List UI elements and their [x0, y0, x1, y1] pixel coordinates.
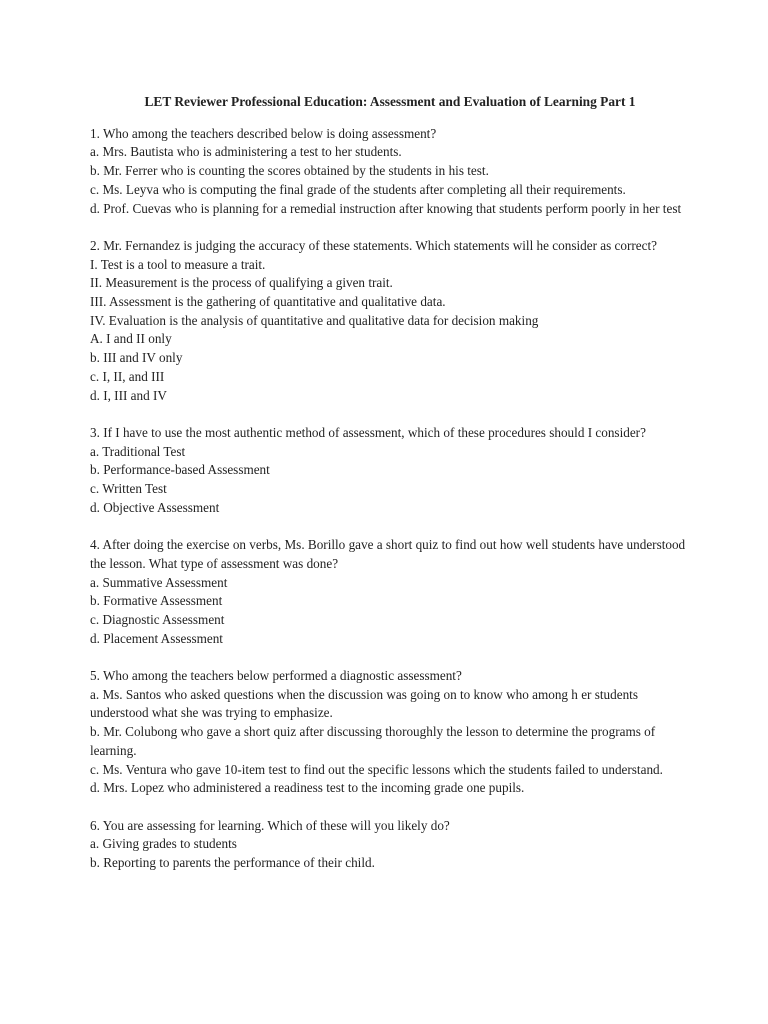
question-2-option-a: A. I and II only: [90, 331, 172, 347]
question-2-statement-2: II. Measurement is the process of qualifying a given trait.: [90, 275, 393, 291]
question-1-option-b: b. Mr. Ferrer who is counting the scores obtained by the students in his test.: [90, 163, 489, 179]
question-4-option-d: d. Placement Assessment: [90, 630, 223, 646]
question-2-statement-4: IV. Evaluation is the analysis of quantitative and qualitative data for decision making: [90, 312, 539, 328]
question-6: [90, 817, 690, 873]
question-1-option-a: a. Mrs. Bautista who is administering a test to her students.: [90, 144, 402, 160]
question-5-option-c: c. Ms. Ventura who gave 10-item test to find out the specific lessons which the students failed to understand.: [90, 761, 663, 777]
question-4-option-b: b. Formative Assessment: [90, 593, 223, 609]
question-3-option-a: a. Traditional Test: [90, 443, 186, 459]
question-6-stem: 6. You are assessing for learning. Which of these will you likely do?: [90, 817, 450, 833]
question-6-option-a: a. Giving grades to students: [90, 836, 237, 852]
question-3-option-c: c. Written Test: [90, 481, 167, 497]
question-5-option-d: d. Mrs. Lopez who administered a readiness test to the incoming grade one pupils.: [90, 780, 525, 796]
question-2-statement-3: III. Assessment is the gathering of quantitative and qualitative data.: [90, 294, 446, 310]
question-1-option-d: d. Prof. Cuevas who is planning for a remedial instruction after knowing that students perform poorly in her test: [90, 200, 682, 216]
question-1-stem: 1. Who among the teachers described below is doing assessment?: [90, 125, 437, 141]
document-title: LET Reviewer Professional Education: Assessment and Evaluation of Learning Part 1: [144, 94, 636, 109]
question-2-statement-1: I. Test is a tool to measure a trait.: [90, 256, 266, 272]
question-1: [90, 125, 690, 219]
question-2-option-c: c. I, II, and III: [90, 368, 165, 384]
question-2: [90, 237, 690, 405]
question-3-option-d: d. Objective Assessment: [90, 499, 220, 515]
question-5-stem: 5. Who among the teachers below performed a diagnostic assessment?: [90, 668, 462, 684]
question-2-option-d: d. I, III and IV: [90, 387, 167, 403]
question-4-option-c: c. Diagnostic Assessment: [90, 611, 225, 627]
question-2-stem: 2. Mr. Fernandez is judging the accuracy of these statements. Which statements will he consider as correct?: [90, 237, 657, 253]
question-1-option-c: c. Ms. Leyva who is computing the final grade of the students after completing all their requirements.: [90, 181, 626, 197]
document-page: [90, 93, 690, 891]
question-4-stem: 4. After doing the exercise on verbs, Ms. Borillo gave a short quiz to find out how well students have understood the lesson. What type of assessment was done?: [90, 537, 686, 571]
question-5-option-a: a. Ms. Santos who asked questions when the discussion was going on to know who among h er students understood what she was trying to emphasize.: [90, 686, 638, 721]
question-4-option-a: a. Summative Assessment: [90, 574, 228, 590]
question-6-option-b: b. Reporting to parents the performance of their child.: [90, 855, 375, 871]
question-2-option-b: b. III and IV only: [90, 350, 183, 366]
question-5-option-b: b. Mr. Colubong who gave a short quiz after discussing thoroughly the lesson to determine the programs of learning.: [90, 724, 656, 758]
question-3-stem: 3. If I have to use the most authentic method of assessment, which of these procedures should I consider?: [90, 424, 646, 440]
question-5: [90, 667, 690, 798]
question-3-option-b: b. Performance-based Assessment: [90, 462, 270, 478]
question-3: [90, 424, 690, 518]
question-4: [90, 536, 690, 648]
